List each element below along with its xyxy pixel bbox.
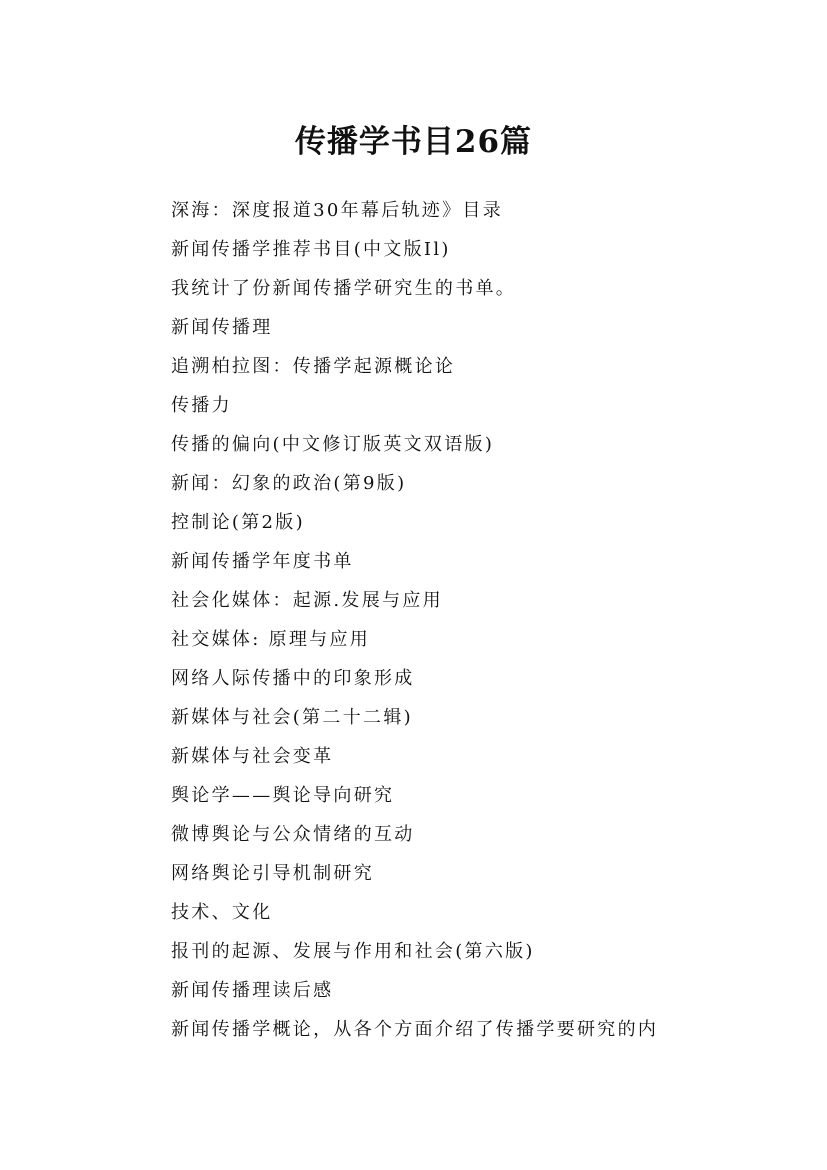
list-item: 传播的偏向(中文修订版英文双语版) [171, 434, 495, 455]
book-list [171, 191, 771, 1049]
list-item: 微博舆论与公众情绪的互动 [171, 824, 415, 845]
list-item: 技术、文化 [171, 902, 273, 923]
list-item: 网络人际传播中的印象形成 [171, 668, 415, 689]
list-item: 深海：深度报道30年幕后轨迹》目录 [171, 200, 504, 221]
page-title: 传播学书目26篇 [294, 123, 533, 160]
list-item: 新闻传播学年度书单 [171, 551, 354, 572]
list-item: 传播力 [171, 395, 232, 416]
list-item: 新闻传播理 [171, 317, 273, 338]
list-item: 我统计了份新闻传播学研究生的书单。 [171, 278, 517, 299]
list-item: 控制论(第2版) [171, 512, 305, 533]
list-item: 网络舆论引导机制研究 [171, 863, 374, 884]
list-item: 追溯柏拉图：传播学起源概论论 [171, 356, 456, 377]
list-item: 社交媒体: 原理与应用 [171, 629, 371, 650]
list-item: 新闻传播理读后感 [171, 980, 334, 1001]
list-item: 报刊的起源、发展与作用和社会(第六版) [171, 941, 535, 962]
list-item: 舆论学——舆论导向研究 [171, 785, 395, 806]
list-item: 新闻传播学推荐书目(中文版Il) [171, 239, 451, 260]
list-item: 新闻传播学概论，从各个方面介绍了传播学要研究的内 [171, 1019, 659, 1040]
list-item: 社会化媒体：起源.发展与应用 [171, 590, 443, 611]
list-item: 新媒体与社会变革 [171, 746, 334, 767]
list-item: 新闻：幻象的政治(第9版) [171, 473, 407, 494]
list-item: 新媒体与社会(第二十二辑) [171, 707, 413, 728]
